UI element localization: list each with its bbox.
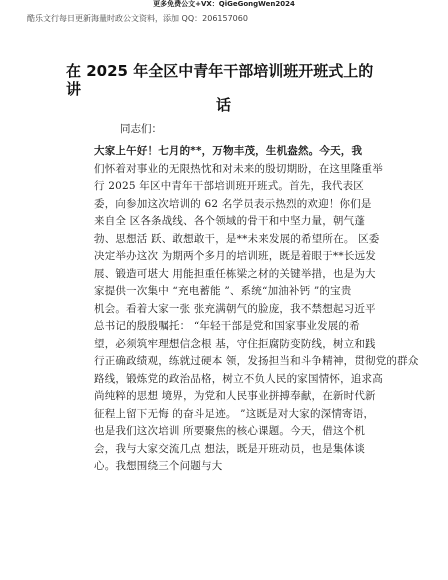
salutation: 同志们： xyxy=(120,123,162,135)
watermark-text: 酷乐文行每日更新海量时政公文资料，添加 QQ：206157060 xyxy=(27,14,248,23)
body-line: 们怀着对事业的无限热忱和对未来的殷切期盼，在这里隆重举 xyxy=(94,162,383,175)
body-line: 行 2025 年区中青年干部培训班开班式。首先，我代表区 xyxy=(94,180,364,192)
body-line: 也是我们这次培训 所要聚焦的核心课题。今天，借这个机 xyxy=(94,425,366,437)
body-line: 征程上留下无悔 的奋斗足迹。 ”这既是对大家的深情寄语， xyxy=(94,407,375,420)
top-banner: 更多免费公文+VX：QiGeGongWen2024 xyxy=(153,0,295,8)
body-line: 大家上午好！七月的**，万物丰茂，生机盎然。今天，我 xyxy=(94,145,363,157)
body-line: 会，我与大家交流几点 想法，既是开班动员，也是集体谈 xyxy=(94,442,366,455)
body-line: 决定举办这次 为期两个多月的培训班，既是着眼于**长远发 xyxy=(94,250,376,262)
body-line: 望，必须筑牢理想信念根 基，守住拒腐防变防线，树立和践 xyxy=(94,337,376,350)
body-line: 路线，锻炼党的政治品格，树立不负人民的家国情怀，追求高 xyxy=(94,372,383,385)
body-line: 行正确政绩观，练就过硬本 领，发扬担当和斗争精神，贯彻党的群众 xyxy=(94,355,419,367)
body-line: 尚纯粹的思想 境界，为党和人民事业拼搏奉献，在新时代新 xyxy=(94,390,376,402)
speech-body xyxy=(94,143,419,476)
document-title-line-2: 讲 xyxy=(66,80,82,98)
document-title-line-3: 话 xyxy=(216,96,232,114)
body-line: 家提供一次集中 “充电蓄能 ”、系统“加油补钙 ”的宝贵 xyxy=(94,285,352,297)
body-line: 委，向参加这次培训的 62 名学员表示热烈的欢迎！你们是 xyxy=(94,197,372,210)
body-line: 机会。看着大家一张 张充满朝气的脸庞，我不禁想起习近平 xyxy=(94,302,376,315)
document-title-line-1: 在 2025 年全区中青年干部培训班开班式上的 xyxy=(66,62,374,80)
body-line: 心。我想围绕三个问题与大 xyxy=(94,460,223,472)
body-line: 总书记的殷殷嘱托： “年轻干部是党和国家事业发展的希 xyxy=(94,320,360,332)
body-line: 来自全 区各条战线、各个领域的骨干和中坚力量，朝气蓬 xyxy=(94,215,366,227)
body-line: 展、锻造可堪大 用能担重任栋梁之材的关键举措，也是为大 xyxy=(94,267,376,280)
body-line: 勃、思想活 跃、敢想敢干，是**未来发展的希望所在。 区委 xyxy=(94,232,380,245)
